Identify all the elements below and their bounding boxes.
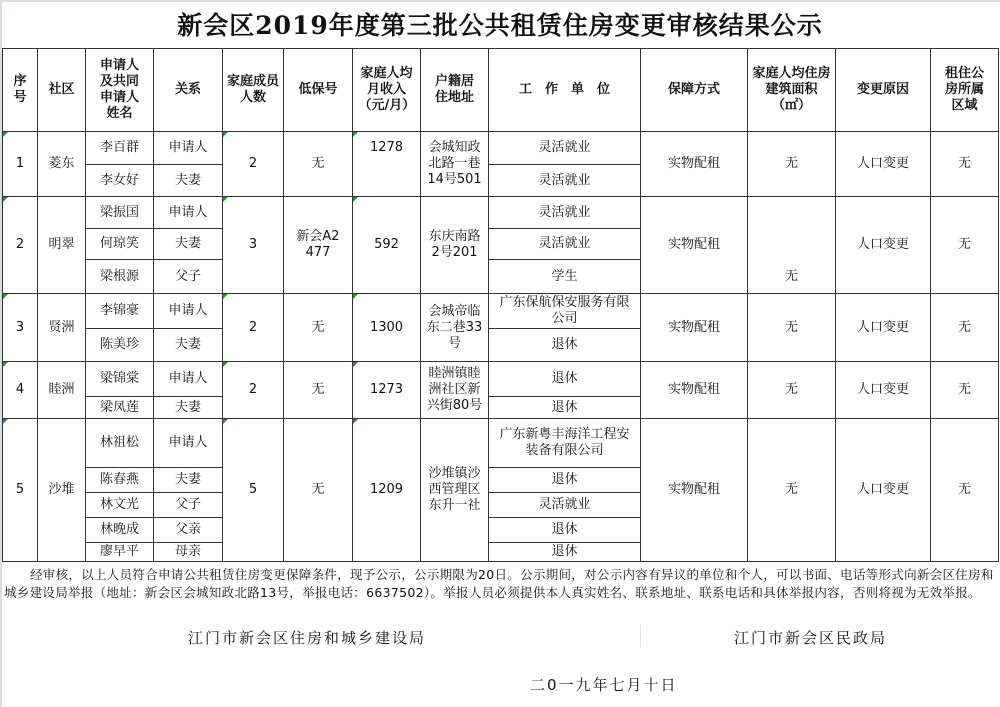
cell-name: 林祖松 (86, 419, 154, 468)
cell-community: 睦洲 (38, 362, 86, 419)
comment-marker-icon (223, 197, 228, 202)
cell-work: 灵活就业 (489, 197, 641, 229)
cell-community: 菱东 (38, 132, 86, 197)
cell-reason: 人口变更 (836, 294, 931, 362)
header-dibao: 低保号 (284, 49, 353, 132)
cell-region: 无 (931, 294, 999, 362)
cell-work: 灵活就业 (489, 229, 641, 260)
table-row (3, 419, 999, 468)
cell-work: 学生 (489, 260, 641, 294)
comment-marker-icon (353, 362, 358, 367)
cell-income: 592 (353, 197, 421, 294)
cell-guarantee: 实物配租 (641, 362, 748, 419)
cell-name: 李锦豪 (86, 294, 154, 329)
cell-no: 1 (3, 132, 38, 197)
comment-marker-icon (353, 294, 358, 299)
cell-community: 贤洲 (38, 294, 86, 362)
table-header-row (3, 49, 999, 132)
comment-marker-icon (223, 362, 228, 367)
cell-relation: 父子 (154, 493, 223, 518)
header-guarantee: 保障方式 (641, 49, 748, 132)
cell-name: 李百群 (86, 132, 154, 165)
cell-reason: 人口变更 (836, 132, 931, 197)
page-edge-top (0, 0, 1000, 2)
cell-relation: 申请人 (154, 419, 223, 468)
cell-reason: 人口变更 (836, 419, 931, 562)
comment-marker-icon (3, 197, 8, 202)
header-area: 家庭人均住房建筑面积（㎡） (748, 49, 836, 132)
cell-work: 退休 (489, 397, 641, 419)
cell-dibao: 无 (284, 132, 353, 197)
cell-family-size: 3 (223, 197, 284, 294)
comment-marker-icon (223, 419, 228, 424)
cell-work: 灵活就业 (489, 132, 641, 165)
divider (640, 625, 641, 647)
results-table (2, 48, 999, 562)
table-row (3, 197, 999, 229)
notice-date: 二0一九年七月十日 (530, 676, 678, 694)
header-names: 申请人及共同申请人姓名 (86, 49, 154, 132)
cell-family-size: 5 (223, 419, 284, 562)
cell-family-size: 2 (223, 294, 284, 362)
cell-work: 灵活就业 (489, 493, 641, 518)
cell-work: 退休 (489, 468, 641, 493)
comment-marker-icon (3, 419, 8, 424)
cell-relation: 父亲 (154, 518, 223, 543)
table-row (3, 294, 999, 329)
cell-region: 无 (931, 362, 999, 419)
cell-work: 退休 (489, 362, 641, 397)
cell-relation: 夫妻 (154, 397, 223, 419)
cell-name: 梁根源 (86, 260, 154, 294)
cell-region: 无 (931, 197, 999, 294)
cell-work: 灵活就业 (489, 165, 641, 197)
cell-address: 沙堆镇沙西管理区东升一社 (421, 419, 489, 562)
cell-guarantee: 实物配租 (641, 132, 748, 197)
cell-income: 1209 (353, 419, 421, 562)
cell-no: 5 (3, 419, 38, 562)
header-work: 工 作 单 位 (489, 49, 641, 132)
cell-income: 1300 (353, 294, 421, 362)
cell-name: 梁振国 (86, 197, 154, 229)
cell-family-size: 2 (223, 132, 284, 197)
cell-region: 无 (931, 419, 999, 562)
notice-paragraph: 经审核，以上人员符合申请公共租赁住房变更保障条件，现予公示，公示期限为20日。公示期间，对公示内容有异议的单位和个人，可以书面、电话等形式向新会区住房和城乡建设局举报（地址：新会区会城知政北路13号，举报电话：6637502）。举报人员必须提供本人真实姓名、联系地址、联系电话和具体举报内容，否则将视为无效举报。 (4, 567, 994, 600)
cell-area: 无 (748, 419, 836, 562)
cell-relation: 申请人 (154, 197, 223, 229)
comment-marker-icon (3, 294, 8, 299)
cell-work: 退休 (489, 518, 641, 543)
cell-area: 无 (748, 197, 836, 294)
signature-civil-affairs-bureau: 江门市新会区民政局 (734, 629, 888, 647)
cell-relation: 申请人 (154, 294, 223, 329)
cell-area: 无 (748, 132, 836, 197)
cell-area: 无 (748, 362, 836, 419)
cell-guarantee: 实物配租 (641, 419, 748, 562)
cell-area: 无 (748, 294, 836, 362)
cell-dibao: 无 (284, 362, 353, 419)
cell-dibao: 无 (284, 419, 353, 562)
comment-marker-icon (353, 132, 358, 137)
cell-family-size: 2 (223, 362, 284, 419)
comment-marker-icon (353, 419, 358, 424)
cell-community: 明翠 (38, 197, 86, 294)
cell-region: 无 (931, 132, 999, 197)
cell-relation: 母亲 (154, 543, 223, 562)
comment-marker-icon (223, 294, 228, 299)
cell-dibao: 新会A2477 (284, 197, 353, 294)
cell-relation: 夫妻 (154, 329, 223, 362)
comment-marker-icon (3, 132, 8, 137)
cell-address: 会城帝临东二巷33号 (421, 294, 489, 362)
comment-marker-icon (353, 197, 358, 202)
cell-address: 东庆南路2号201 (421, 197, 489, 294)
cell-guarantee: 实物配租 (641, 197, 748, 294)
comment-marker-icon (3, 362, 8, 367)
page-title: 新会区2019年度第三批公共租赁住房变更审核结果公示 (177, 11, 823, 40)
cell-name: 梁凤莲 (86, 397, 154, 419)
cell-address: 睦洲镇睦洲社区新兴街80号 (421, 362, 489, 419)
header-address: 户籍居住地址 (421, 49, 489, 132)
cell-income: 1273 (353, 362, 421, 419)
cell-relation: 父子 (154, 260, 223, 294)
header-no: 序号 (3, 49, 38, 132)
cell-no: 4 (3, 362, 38, 419)
signature-housing-bureau: 江门市新会区住房和城乡建设局 (188, 629, 427, 647)
cell-name: 陈美珍 (86, 329, 154, 362)
cell-no: 3 (3, 294, 38, 362)
cell-guarantee: 实物配租 (641, 294, 748, 362)
cell-reason: 人口变更 (836, 197, 931, 294)
cell-name: 李女好 (86, 165, 154, 197)
cell-relation: 夫妻 (154, 165, 223, 197)
header-income: 家庭人均月收入（元/月） (353, 49, 421, 132)
cell-relation: 夫妻 (154, 229, 223, 260)
header-community: 社区 (38, 49, 86, 132)
cell-reason: 人口变更 (836, 362, 931, 419)
header-reason: 变更原因 (836, 49, 931, 132)
table-row (3, 362, 999, 397)
cell-relation: 申请人 (154, 132, 223, 165)
cell-work: 广东保航保安服务有限公司 (489, 294, 641, 329)
header-region: 租住公房所属区域 (931, 49, 999, 132)
cell-work: 广东新粤丰海洋工程安装备有限公司 (489, 419, 641, 468)
cell-name: 林晚成 (86, 518, 154, 543)
cell-work: 退休 (489, 329, 641, 362)
cell-relation: 夫妻 (154, 468, 223, 493)
header-relation: 关系 (154, 49, 223, 132)
header-family-size: 家庭成员人数 (223, 49, 284, 132)
cell-name: 林文光 (86, 493, 154, 518)
cell-income: 1278 (353, 132, 421, 197)
cell-no: 2 (3, 197, 38, 294)
table-row (3, 132, 999, 165)
cell-relation: 申请人 (154, 362, 223, 397)
cell-dibao: 无 (284, 294, 353, 362)
cell-name: 廖早平 (86, 543, 154, 562)
cell-address: 会城知政北路一巷14号501 (421, 132, 489, 197)
cell-name: 陈春燕 (86, 468, 154, 493)
cell-community: 沙堆 (38, 419, 86, 562)
cell-work: 退休 (489, 543, 641, 562)
cell-name: 梁锦棠 (86, 362, 154, 397)
cell-name: 何琼笑 (86, 229, 154, 260)
comment-marker-icon (223, 132, 228, 137)
